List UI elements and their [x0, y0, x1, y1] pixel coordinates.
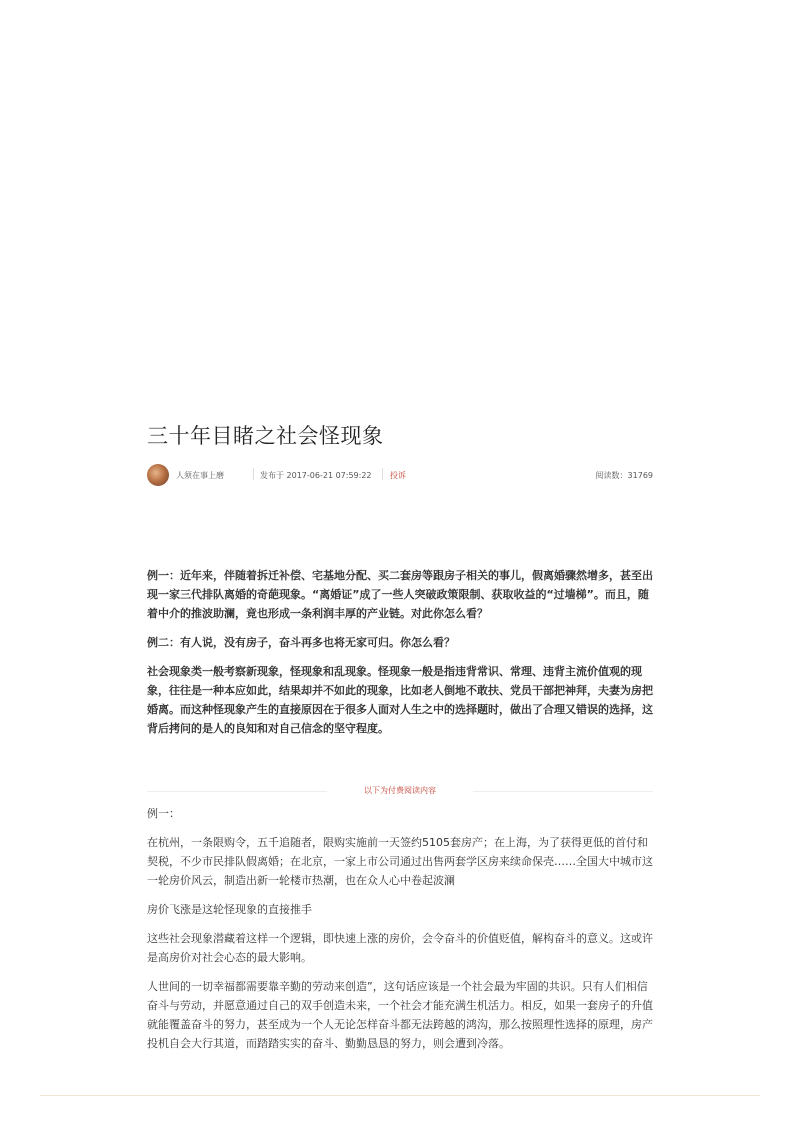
report-link[interactable]: 投诉 [390, 471, 406, 480]
body-paragraph: 例一： [147, 807, 180, 820]
body-paragraph: 在杭州，一条限购令，五千追随者，限购实施前一天签约5105套房产；在上海，为了获得更低的首付和契税，不少市民排队假离婚；在北京，一家上市公司通过出售两套学区房来续命保壳……全国大中城市这一轮房价风云，制造出新一轮楼市热潮，也在众人心中卷起波澜 [147, 836, 653, 887]
article-body [147, 804, 653, 1053]
article [147, 420, 653, 1063]
avatar[interactable] [147, 464, 169, 486]
summary-paragraph: 例二：有人说，没有房子，奋斗再多也将无家可归。你怎么看？ [147, 636, 455, 649]
footer-divider [40, 1095, 760, 1096]
paywall-label: 以下为付费阅读内容 [364, 786, 436, 795]
article-summary [147, 566, 653, 738]
body-paragraph: 这些社会现象潜藏着这样一个逻辑，即快速上涨的房价，会令奋斗的价值贬值，解构奋斗的意义。这或许是高房价对社会心态的最大影响。 [147, 932, 653, 964]
author-name[interactable]: 人须在事上磨 [176, 471, 224, 480]
summary-paragraph: 例一：近年来，伴随着拆迁补偿、宅基地分配、买二套房等跟房子相关的事儿，假离婚骤然增多，甚至出现一家三代排队离婚的奇葩现象。“离婚证”成了一些人突破政策限制、获取收益的“过墙梯”。而且，随着中介的推波助澜，竟也形成一条利润丰厚的产业链。对此你怎么看？ [147, 569, 653, 620]
publish-time: 发布于 2017-06-21 07:59:22 [260, 471, 372, 480]
divider-line [473, 791, 653, 792]
body-paragraph: 人世间的一切幸福都需要靠辛勤的劳动来创造”，这句话应该是一个社会最为牢固的共识。只有人们相信奋斗与劳动，并愿意通过自己的双手创造未来，一个社会才能充满生机活力。相反，如果一套房子的升值就能覆盖奋斗的努力，甚至成为一个人无论怎样奋斗都无法跨越的鸿沟，那么按照理性选择的原理，房产投机自会大行其道，而踏踏实实的奋斗、勤勤恳恳的努力，则会遭到冷落。 [147, 980, 653, 1050]
body-paragraph: 房价飞涨是这轮怪现象的直接推手 [147, 903, 312, 916]
meta-divider [382, 468, 383, 480]
article-meta [147, 464, 653, 488]
meta-divider [253, 468, 254, 480]
page-title: 三十年目睹之社会怪现象 [147, 424, 384, 448]
read-count: 阅读数：31769 [595, 471, 653, 480]
summary-paragraph: 社会现象类一般考察新现象，怪现象和乱现象。怪现象一般是指违背常识、常理、违背主流价值观的现象，往往是一种本应如此，结果却并不如此的现象，比如老人倒地不敢扶、党员干部把神拜，夫妻为房把婚离。而这种怪现象产生的直接原因在于很多人面对人生之中的选择题时，做出了合理又错误的选择，这背后拷问的是人的良知和对自己信念的坚守程度。 [147, 665, 653, 735]
paywall-divider [147, 784, 653, 798]
